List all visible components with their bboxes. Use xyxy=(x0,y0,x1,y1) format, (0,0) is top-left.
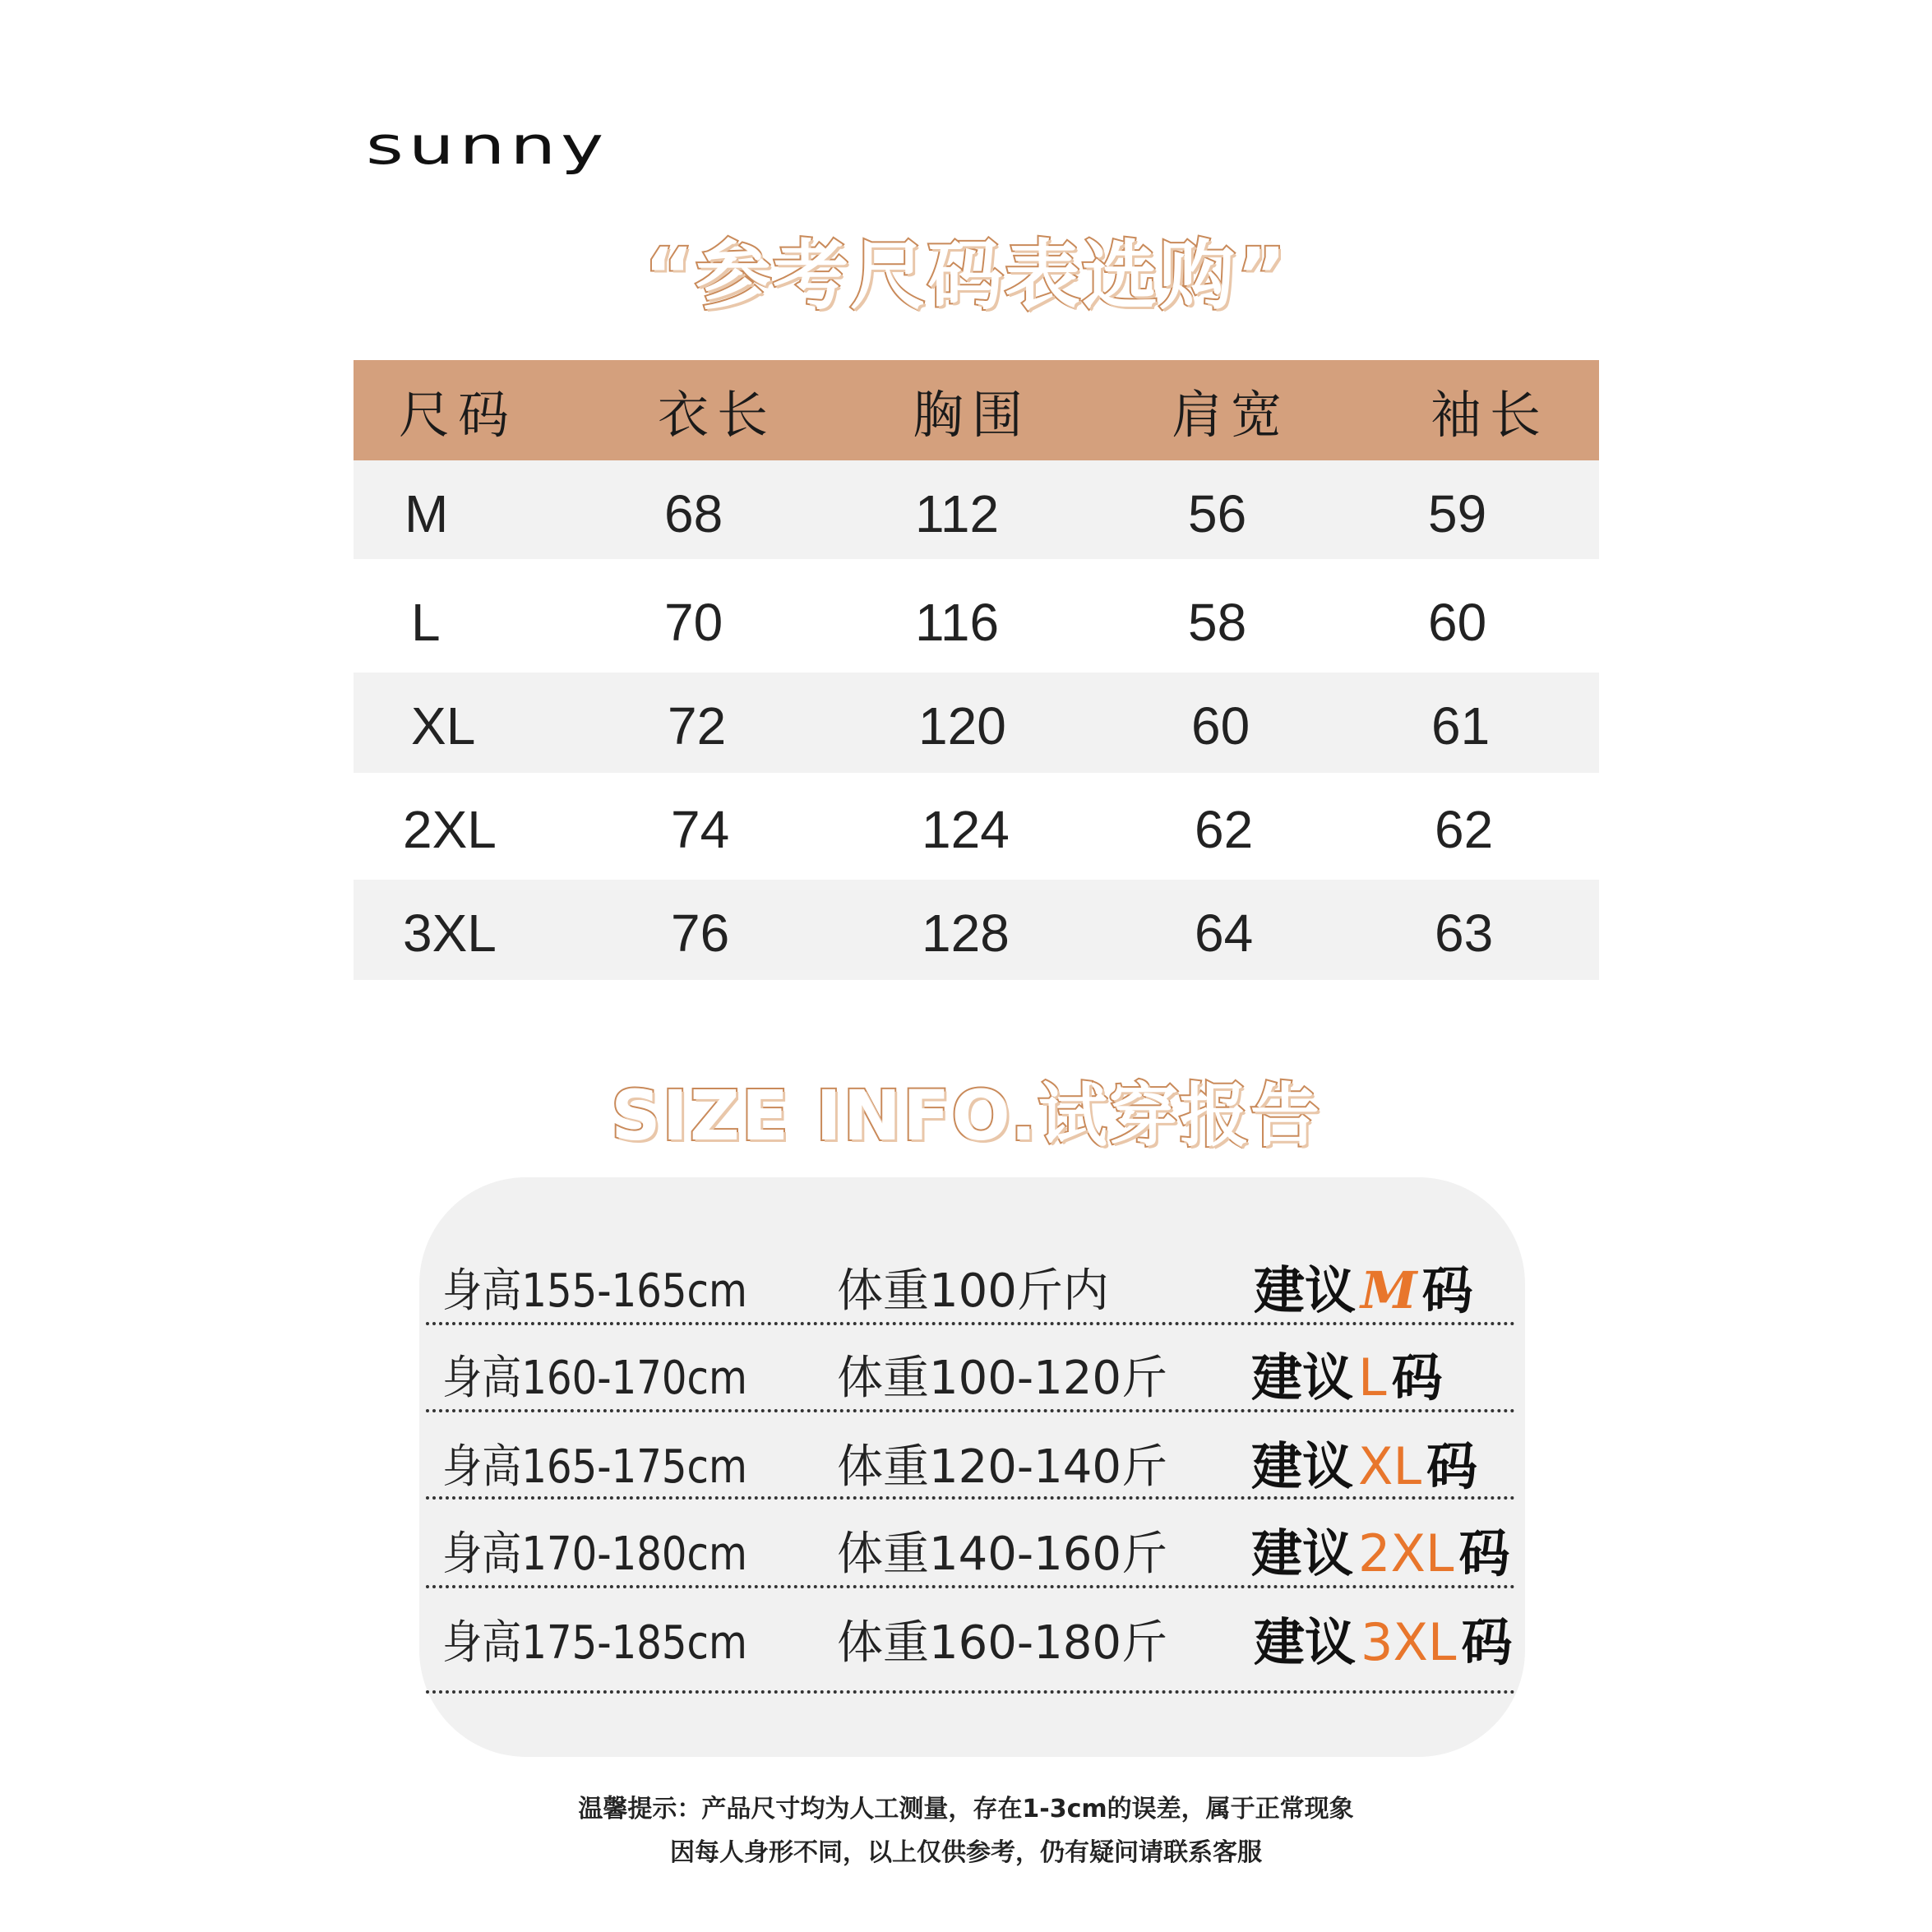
cell-chest: 116 xyxy=(915,593,1000,652)
recommendation-row xyxy=(419,1508,1525,1590)
cell-size: M xyxy=(404,484,449,543)
cell-size: XL xyxy=(411,696,476,756)
dotted-divider xyxy=(426,1585,1515,1588)
cell-sleeve: 62 xyxy=(1435,800,1494,859)
page-title: “参考尺码表选购” xyxy=(644,232,1288,320)
cell-chest: 128 xyxy=(922,904,1010,963)
header-sleeve: 袖长 xyxy=(1431,384,1550,445)
height-range: 身高155-165cm xyxy=(442,1264,747,1318)
cell-length: 68 xyxy=(664,484,723,543)
cell-length: 74 xyxy=(671,800,730,859)
table-row xyxy=(354,773,1599,880)
size-suggestion xyxy=(1254,1250,1473,1323)
cell-size: 2XL xyxy=(403,800,497,859)
fit-recommendation-panel xyxy=(419,1177,1525,1757)
cell-shoulder: 62 xyxy=(1195,800,1254,859)
weight-range: 体重160-180斤 xyxy=(837,1616,1167,1670)
cell-shoulder: 56 xyxy=(1188,484,1247,543)
table-row xyxy=(354,673,1599,773)
suggest-label: 建议 xyxy=(1251,1347,1354,1407)
recommendation-row xyxy=(419,1243,1525,1325)
size-suggestion xyxy=(1251,1337,1443,1410)
suggest-label: 建议 xyxy=(1251,1523,1354,1583)
height-range: 身高175-185cm xyxy=(442,1616,747,1670)
header-chest: 胸围 xyxy=(913,384,1032,445)
suggested-size: XL xyxy=(1358,1436,1422,1496)
table-header xyxy=(354,360,1599,460)
size-suggestion xyxy=(1254,1602,1513,1675)
section-title: SIZE INFO.试穿报告 xyxy=(611,1075,1321,1156)
cell-sleeve: 60 xyxy=(1428,593,1487,652)
suggest-label: 建议 xyxy=(1254,1612,1357,1672)
recommendation-row xyxy=(419,1330,1525,1412)
weight-range: 体重140-160斤 xyxy=(837,1528,1167,1581)
size-suggestion xyxy=(1251,1513,1510,1586)
suggest-label: 建议 xyxy=(1254,1260,1357,1320)
size-suffix: 码 xyxy=(1458,1523,1510,1583)
recommendation-row xyxy=(419,1421,1525,1503)
table-row xyxy=(354,559,1599,673)
size-suffix: 码 xyxy=(1391,1347,1443,1407)
header-shoulder: 肩宽 xyxy=(1172,384,1291,445)
header-length: 衣长 xyxy=(658,384,777,445)
cell-length: 70 xyxy=(664,593,723,652)
cell-sleeve: 63 xyxy=(1435,904,1494,963)
cell-chest: 112 xyxy=(915,484,1000,543)
recommendation-row xyxy=(419,1597,1525,1679)
height-range: 身高165-175cm xyxy=(442,1440,747,1494)
dotted-divider xyxy=(426,1409,1515,1412)
cell-size: 3XL xyxy=(403,904,497,963)
suggested-size: M xyxy=(1361,1260,1417,1320)
header-size: 尺码 xyxy=(399,384,518,445)
cell-chest: 124 xyxy=(922,800,1010,859)
suggested-size: L xyxy=(1358,1347,1387,1407)
suggested-size: 3XL xyxy=(1361,1612,1457,1672)
weight-range: 体重120-140斤 xyxy=(837,1440,1167,1494)
height-range: 身高160-170cm xyxy=(442,1352,747,1405)
cell-size: L xyxy=(411,593,441,652)
cell-sleeve: 59 xyxy=(1428,484,1487,543)
cell-shoulder: 58 xyxy=(1188,593,1247,652)
dotted-divider xyxy=(426,1496,1515,1500)
height-range: 身高170-180cm xyxy=(442,1528,747,1581)
size-suffix: 码 xyxy=(1426,1436,1478,1496)
dotted-divider xyxy=(426,1690,1515,1694)
note-line-1: 温馨提示：产品尺寸均为人工测量，存在1-3cm的误差，属于正常现象 xyxy=(578,1795,1354,1823)
cell-shoulder: 60 xyxy=(1191,696,1250,756)
suggested-size: 2XL xyxy=(1358,1523,1454,1583)
table-row xyxy=(354,880,1599,980)
weight-range: 体重100-120斤 xyxy=(837,1352,1167,1405)
dotted-divider xyxy=(426,1322,1515,1325)
note-line-2: 因每人身形不同，以上仅供参考，仍有疑问请联系客服 xyxy=(670,1838,1262,1867)
brand-logo: sunny xyxy=(366,115,609,177)
size-suffix: 码 xyxy=(1461,1612,1513,1672)
cell-sleeve: 61 xyxy=(1431,696,1491,756)
cell-length: 72 xyxy=(668,696,727,756)
table-row xyxy=(354,460,1599,559)
cell-shoulder: 64 xyxy=(1195,904,1254,963)
size-suffix: 码 xyxy=(1421,1260,1473,1320)
weight-range: 体重100斤内 xyxy=(837,1264,1109,1318)
suggest-label: 建议 xyxy=(1251,1436,1354,1496)
size-suggestion xyxy=(1251,1426,1477,1499)
cell-length: 76 xyxy=(671,904,730,963)
cell-chest: 120 xyxy=(918,696,1006,756)
